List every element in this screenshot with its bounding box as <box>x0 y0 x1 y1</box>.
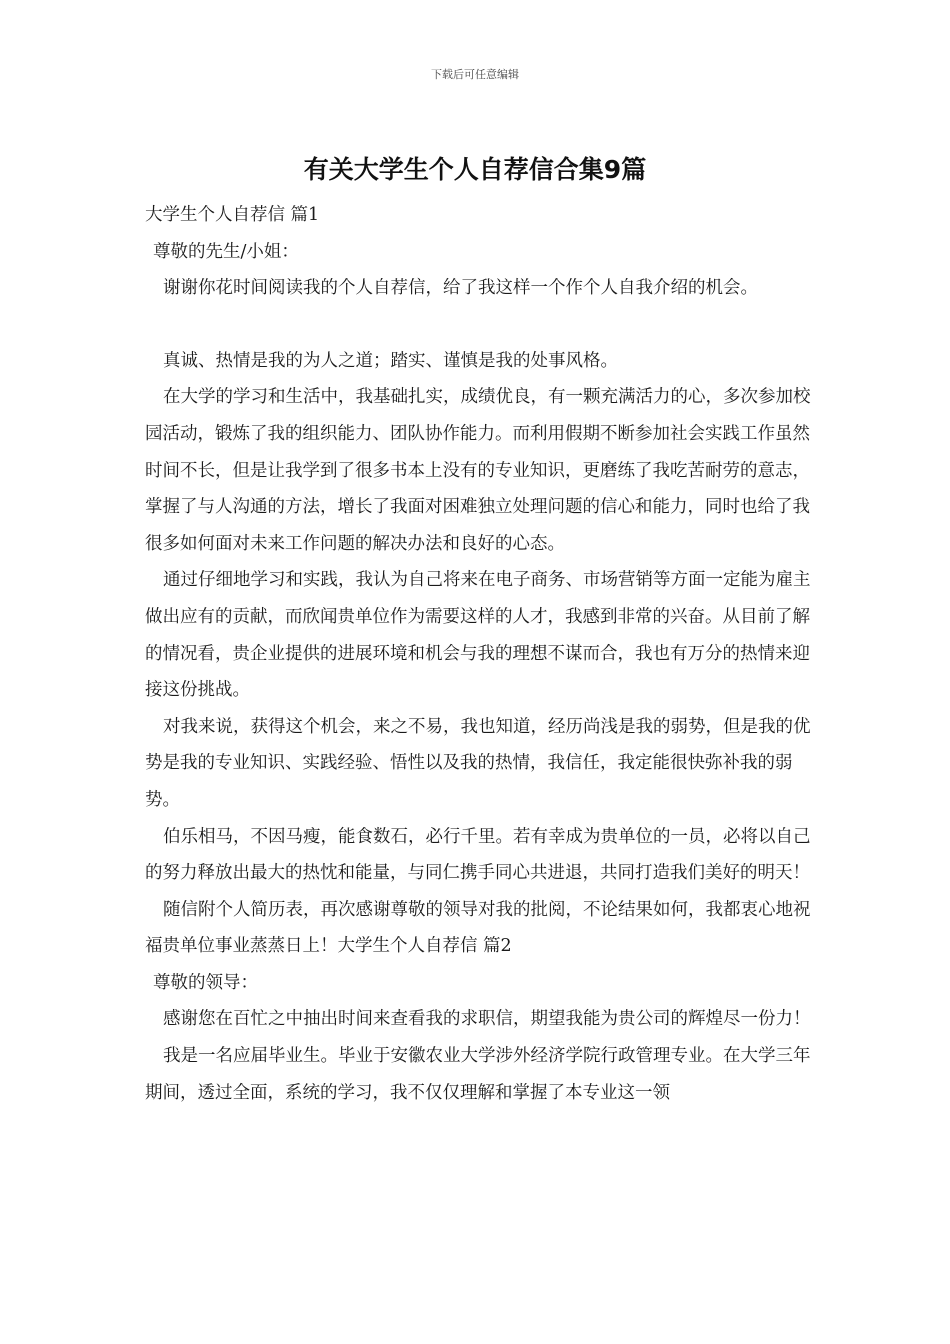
paragraph: 谢谢你花时间阅读我的个人自荐信，给了我这样一个作个人自我介绍的机会。 <box>163 278 758 299</box>
paragraph: 我是一名应届毕业生。毕业于安徽农业大学涉外经济学院行政管理专业。在大学三年期间，透过全面，系统的学习，我不仅仅理解和掌握了本专业这一领 <box>145 1046 811 1103</box>
paragraph: 在大学的学习和生活中，我基础扎实，成绩优良，有一颗充满活力的心，多次参加校园活动，锻炼了我的组织能力、团队协作能力。而利用假期不断参加社会实践工作虽然时间不长，但是让我学到了很多书本上没有的专业知识，更磨练了我吃苦耐劳的意志，掌握了与人沟通的方法，增长了我面对困难独立处理问题的信心和能力，同时也给了我很多如何面对未来工作问题的解决办法和良好的心态。 <box>145 387 811 554</box>
greeting: 尊敬的领导： <box>153 972 258 993</box>
paragraph: 感谢您在百忙之中抽出时间来查看我的求职信，期望我能为贵公司的辉煌尽一份力！ <box>163 1009 811 1030</box>
page-header-note: 下载后可任意编辑 <box>431 68 519 81</box>
paragraph: 对我来说，获得这个机会，来之不易，我也知道，经历尚浅是我的弱势，但是我的优势是我的专业知识、实践经验、悟性以及我的热情，我信任，我定能很快弥补我的弱势。 <box>145 716 811 810</box>
section-heading: 大学生个人自荐信 篇1 <box>145 205 320 225</box>
document-body <box>145 197 815 1111</box>
paragraph: 伯乐相马，不因马瘦，能食数石，必行千里。若有幸成为贵单位的一员，必将以自己的努力释放出最大的热忱和能量，与同仁携手同心共进退，共同打造我们美好的明天！ <box>145 826 811 884</box>
paragraph: 真诚、热情是我的为人之道；踏实、谨慎是我的处事风格。 <box>163 350 618 371</box>
paragraph: 随信附个人简历表，再次感谢尊敬的领导对我的批阅，不论结果如何，我都衷心地祝福贵单位事业蒸蒸日上！大学生个人自荐信 篇2 <box>145 899 811 957</box>
paragraph: 通过仔细地学习和实践，我认为自己将来在电子商务、市场营销等方面一定能为雇主做出应有的贡献，而欣闻贵单位作为需要这样的人才，我感到非常的兴奋。从目前了解的情况看，贵企业提供的进展环境和机会与我的理想不谋而合，我也有万分的热情来迎接这份挑战。 <box>145 570 811 701</box>
document-title: 有关大学生个人自荐信合集9篇 <box>303 155 647 184</box>
greeting: 尊敬的先生/小姐： <box>153 241 299 262</box>
blank-line <box>145 307 815 343</box>
